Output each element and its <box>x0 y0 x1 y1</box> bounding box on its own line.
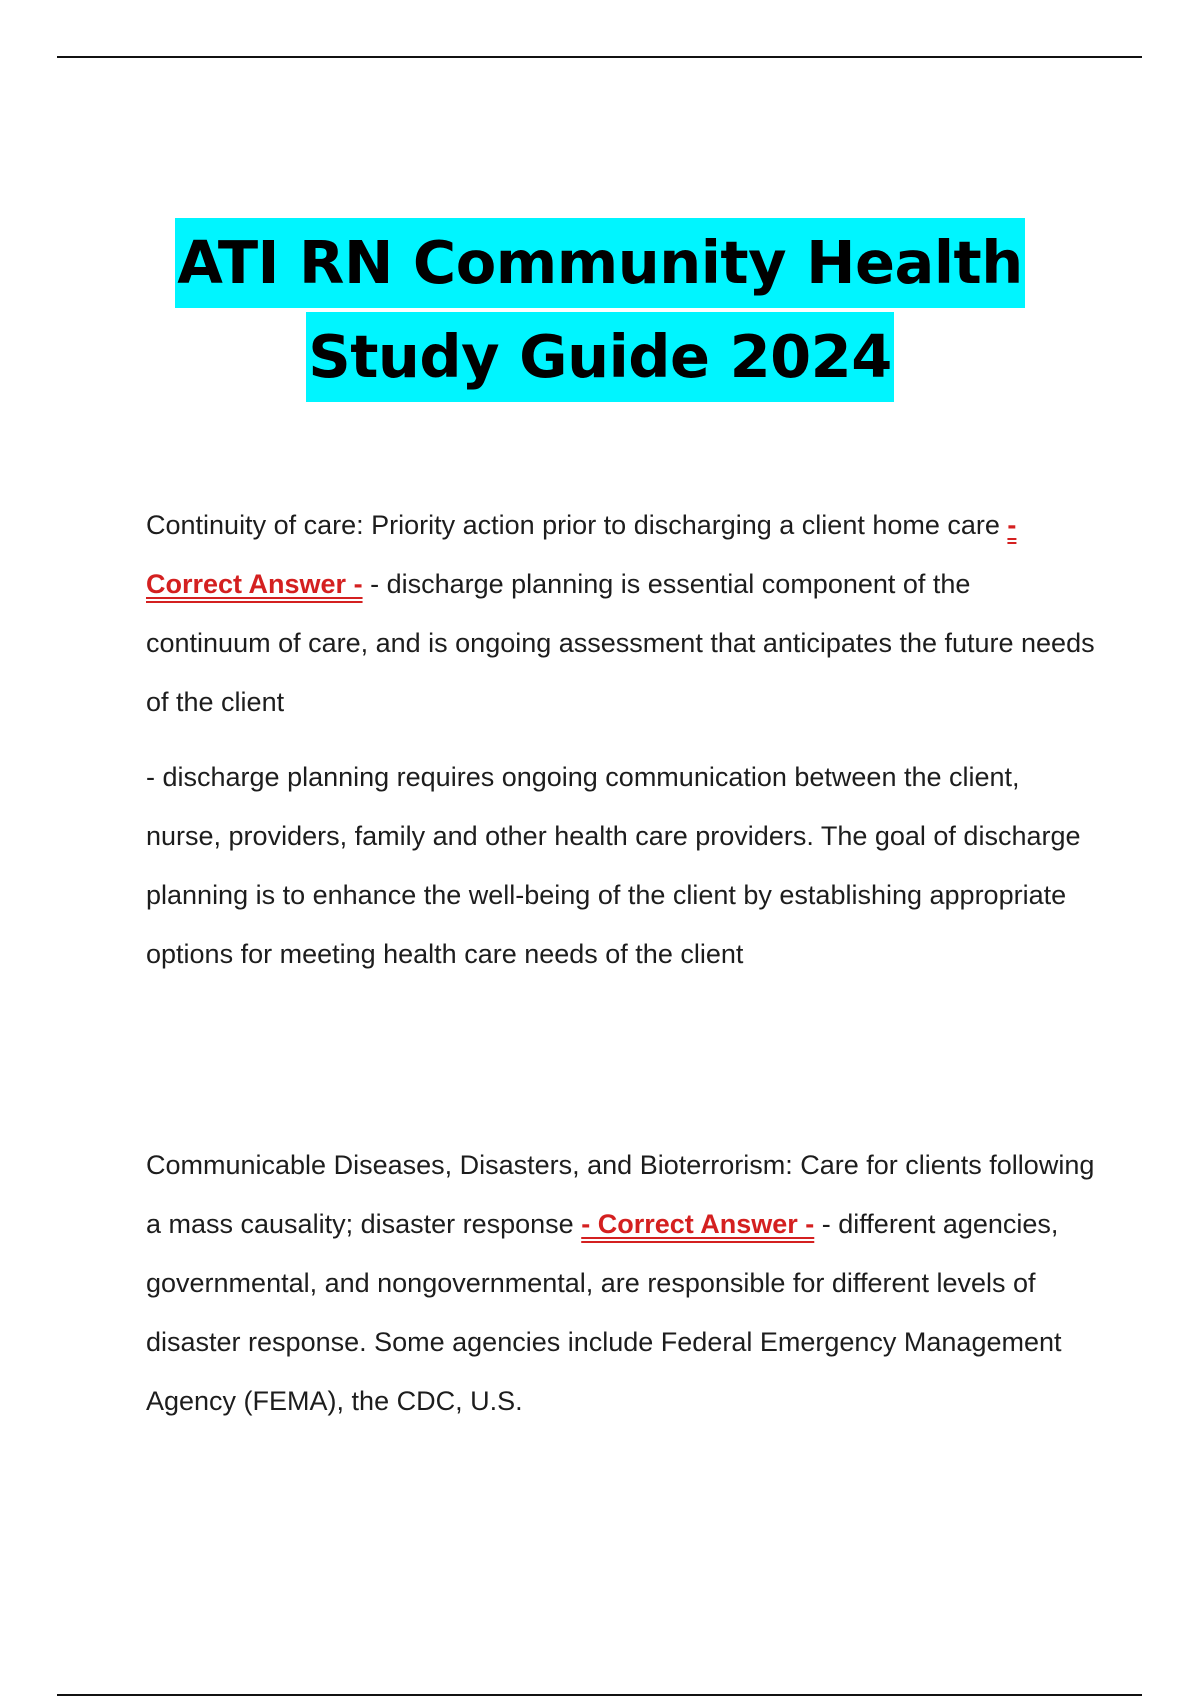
answer-continuation: - discharge planning requires ongoing communication between the client, nurse, providers, family and other health care providers. The goal of discharge planning is to enhance the well-being of the client by establishing appropriate options for meeting health care needs of the client <box>146 762 1081 969</box>
title-line-1: ATI RN Community Health <box>175 218 1025 308</box>
question-text: Communicable Diseases, Disasters, and Bioterrorism: Care for clients following a mass causality; disaster response <box>146 1150 1095 1239</box>
title-line-2: Study Guide 2024 <box>306 312 894 402</box>
answer-text: - different agencies, governmental, and nongovernmental, are responsible for different levels of disaster response. Some agencies include Federal Emergency Management Agency (FEMA), the CDC, U.S. <box>146 1209 1062 1416</box>
question-text: Continuity of care: Priority action prior to discharging a client home care <box>146 510 1000 540</box>
top-rule <box>57 56 1142 58</box>
qa-entry-continuity-of-care <box>146 496 1096 984</box>
answer-text: - discharge planning is essential component of the continuum of care, and is ongoing assessment that anticipates the future needs of the client <box>146 569 1095 717</box>
correct-answer-marker: - Correct Answer - <box>146 510 1017 599</box>
qa-paragraph <box>146 496 1096 732</box>
bottom-rule <box>57 1694 1142 1696</box>
qa-entry-disaster-response <box>146 1136 1096 1431</box>
document-title <box>0 218 1200 402</box>
qa-paragraph <box>146 1136 1096 1431</box>
correct-answer-marker: - Correct Answer - <box>581 1209 815 1239</box>
